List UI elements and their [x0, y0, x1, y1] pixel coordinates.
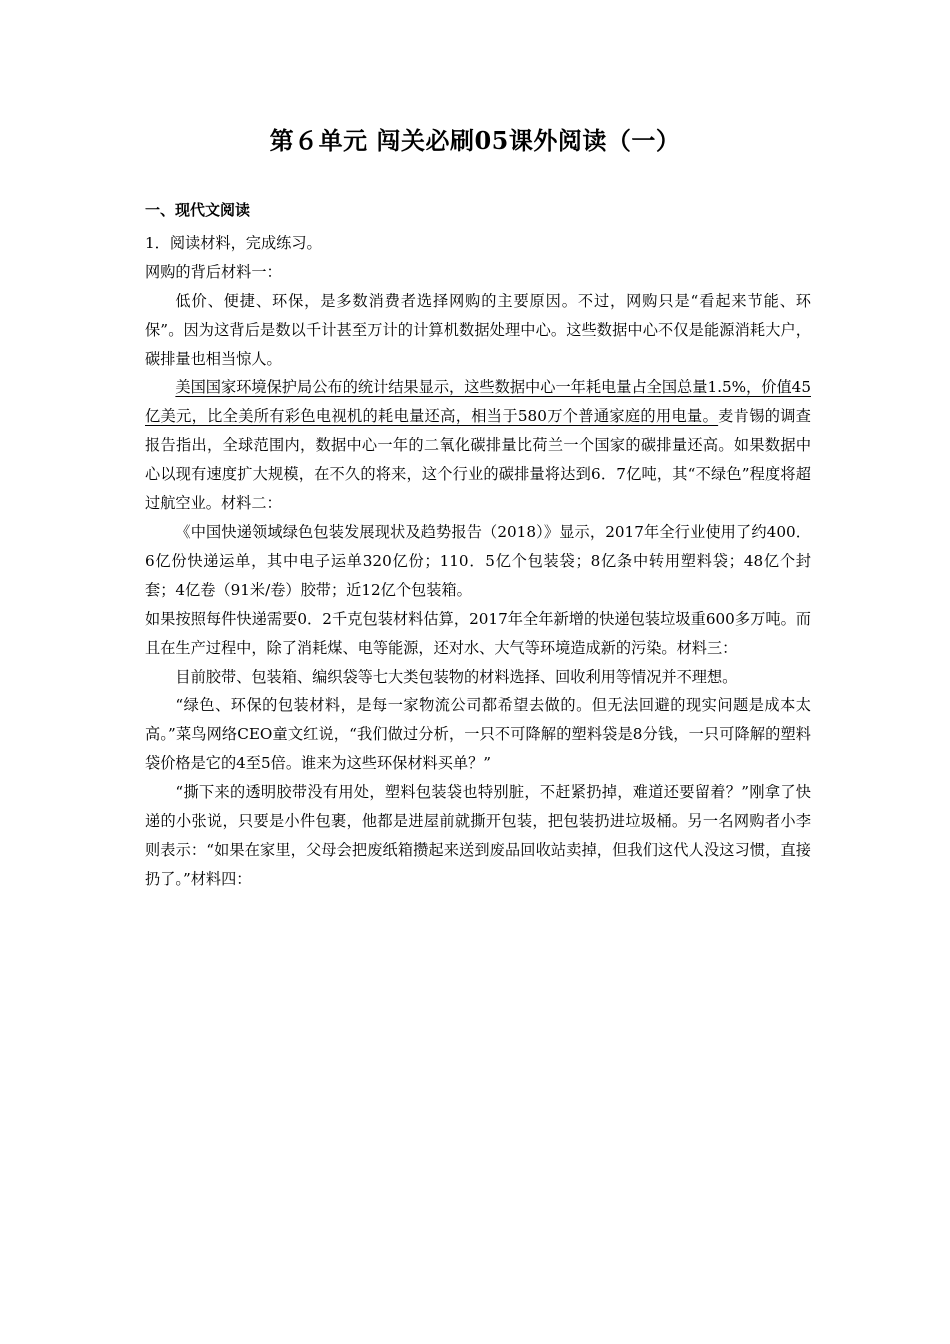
paragraph-7: “撕下来的透明胶带没有用处，塑料包装袋也特别脏，不赶紧扔掉，难道还要留着？”刚拿了快递的小张说，只要是小件包裹，他都是进屋前就撕开包装，把包装扔进垃圾桶。另一名网购者小李则表示：“如果在家里，父母会把废纸箱攒起来送到废品回收站卖掉，但我们这代人没这习惯，直接扔了。”材料四： — [145, 783, 811, 888]
underlined-sentence: 美国国家环境保护局公布的统计结果显示，这些数据中心一年耗电量占全国总量1.5%，价值45亿美元，比全美所有彩色电视机的耗电量还高，相当于580万个普通家庭的用电量。 — [145, 378, 811, 426]
page-title: 第６单元 闯关必刷05课外阅读（一） — [269, 126, 681, 155]
paragraph-1: 低价、便捷、环保，是多数消费者选择网购的主要原因。不过，网购只是“看起来节能、环保”。因为这背后是数以千计甚至万计的计算机数据处理中心。这些数据中心不仅是能源消耗大户，碳排量也相当惊人。 — [145, 291, 811, 368]
document-body — [145, 196, 811, 894]
question-prompt: 1．阅读材料，完成练习。 — [145, 233, 322, 252]
paragraph-2-rest: 麦肯锡的调查报告指出，全球范围内，数据中心一年的二氧化碳排量比荷兰一个国家的碳排量还高。如果数据中心以现有速度扩大规模，在不久的将来，这个行业的碳排量将达到6．7亿吨，其“不绿色”程度将超过航空业。材料二： — [145, 407, 811, 513]
paragraph-5: 目前胶带、包装箱、编织袋等七大类包装物的材料选择、回收利用等情况并不理想。 — [175, 667, 738, 686]
paragraph-3: 《中国快递领域绿色包装发展现状及趋势报告（2018）》显示，2017年全行业使用了约400．6亿份快递运单，其中电子运单320亿份；110．5亿个包装袋；8亿条中转用塑料袋；48亿个封套；4亿卷（91米/卷）胶带；近12亿个包装箱。 — [145, 522, 811, 599]
paragraph-2 — [145, 373, 811, 518]
reading-subtitle: 网购的背后材料一： — [145, 262, 282, 281]
section-heading: 一、现代文阅读 — [145, 201, 251, 219]
paragraph-4: 如果按照每件快递需要0．2千克包装材料估算，2017年全年新增的快递包装垃圾重600多万吨。而且在生产过程中，除了消耗煤、电等能源，还对水、大气等环境造成新的污染。材料三： — [145, 609, 811, 657]
paragraph-6: “绿色、环保的包装材料，是每一家物流公司都希望去做的。但无法回避的现实问题是成本太高。”菜鸟网络CEO童文红说，“我们做过分析，一只不可降解的塑料袋是8分钱，一只可降解的塑料袋价格是它的4至5倍。谁来为这些环保材料买单？” — [145, 696, 811, 773]
